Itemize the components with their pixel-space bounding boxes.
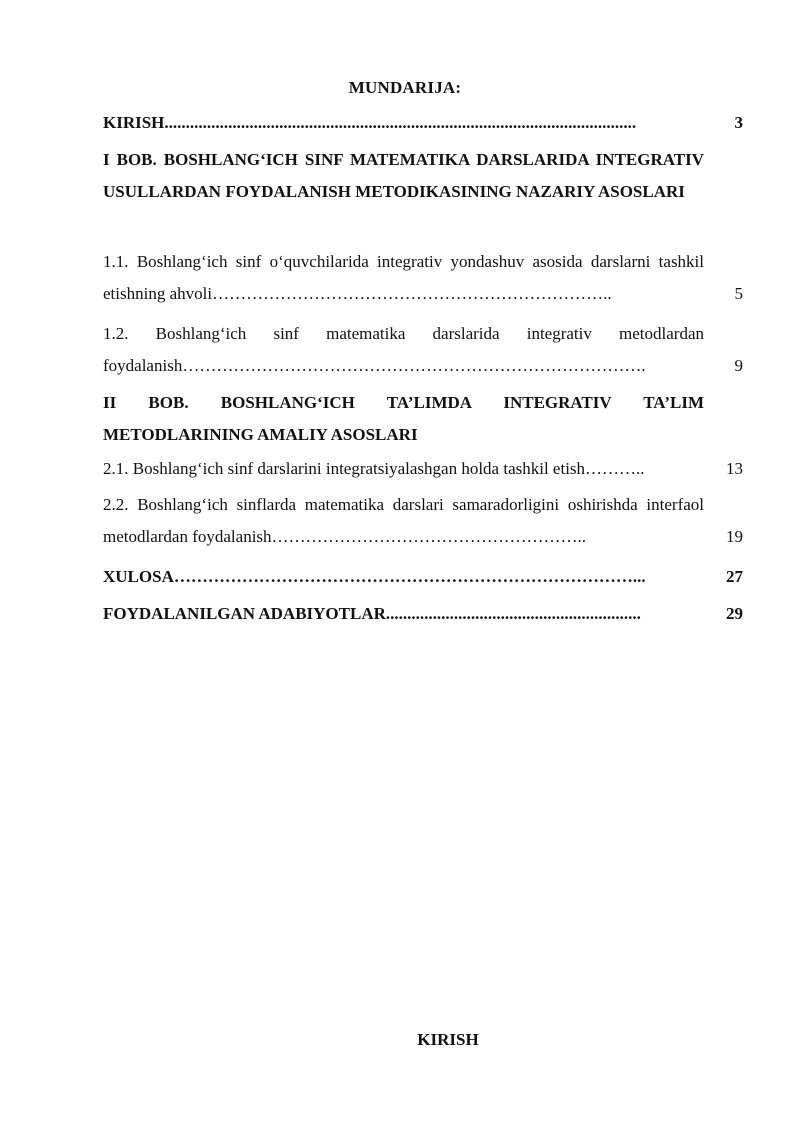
toc-entry-page: 9 (734, 356, 743, 375)
toc-entry-text: KIRISH............................................................................................................... (103, 113, 637, 132)
toc-entry-page: 3 (734, 113, 743, 132)
toc-entry-1-1 (103, 246, 743, 310)
toc-entry-2-1 (103, 453, 743, 485)
toc-entry-chapter-1 (103, 144, 743, 208)
toc-entry-page: 27 (726, 567, 743, 586)
toc-entry-text: 1.1. Boshlang‘ich sinf o‘quvchilarida integrativ yondashuv asosida darslarni tashkil etishning ahvoli…………………………………………………………….. (103, 252, 704, 303)
toc-entry-text: FOYDALANILGAN ADABIYOTLAR............................................................ (103, 604, 641, 623)
toc-entry-page: 29 (726, 604, 743, 623)
toc-entry-2-2 (103, 489, 743, 553)
toc-entry-text: I BOB. BOSHLANG‘ICH SINF MATEMATIKA DARSLARIDA INTEGRATIV USULLARDAN FOYDALANISH METODIKASINING NAZARIY ASOSLARI (103, 150, 704, 201)
toc-entry-page: 13 (726, 459, 743, 478)
toc-entry-page: 5 (734, 284, 743, 303)
toc-entry-1-2 (103, 318, 743, 382)
toc-entry-text: XULOSA………………………………………………………………………... (103, 567, 646, 586)
toc-title: MUNDARIJA: (348, 78, 462, 97)
toc-entry-xulosa (103, 561, 743, 593)
toc-entry-adabiyotlar (103, 598, 743, 630)
toc-entry-page: 19 (726, 527, 743, 546)
toc-entry-chapter-2 (103, 387, 743, 451)
toc-entry-kirish (103, 107, 743, 139)
toc-entry-text: II BOB. BOSHLANG‘ICH TA’LIMDA INTEGRATIV TA’LIM METODLARINING AMALIY ASOSLARI (103, 393, 704, 444)
toc-entry-text: 2.2. Boshlang‘ich sinflarda matematika darslari samaradorligini oshirishda interfaol metodlardan foydalanish……………………………………………….. (103, 495, 704, 546)
section-title-kirish: KIRISH (417, 1030, 479, 1049)
toc-entry-text: 1.2. Boshlang‘ich sinf matematika darslarida integrativ metodlardan foydalanish………………………………………………………………………. (103, 324, 704, 375)
toc-entry-text: 2.1. Boshlang‘ich sinf darslarini integratsiyalashgan holda tashkil etish……….. (103, 459, 645, 478)
